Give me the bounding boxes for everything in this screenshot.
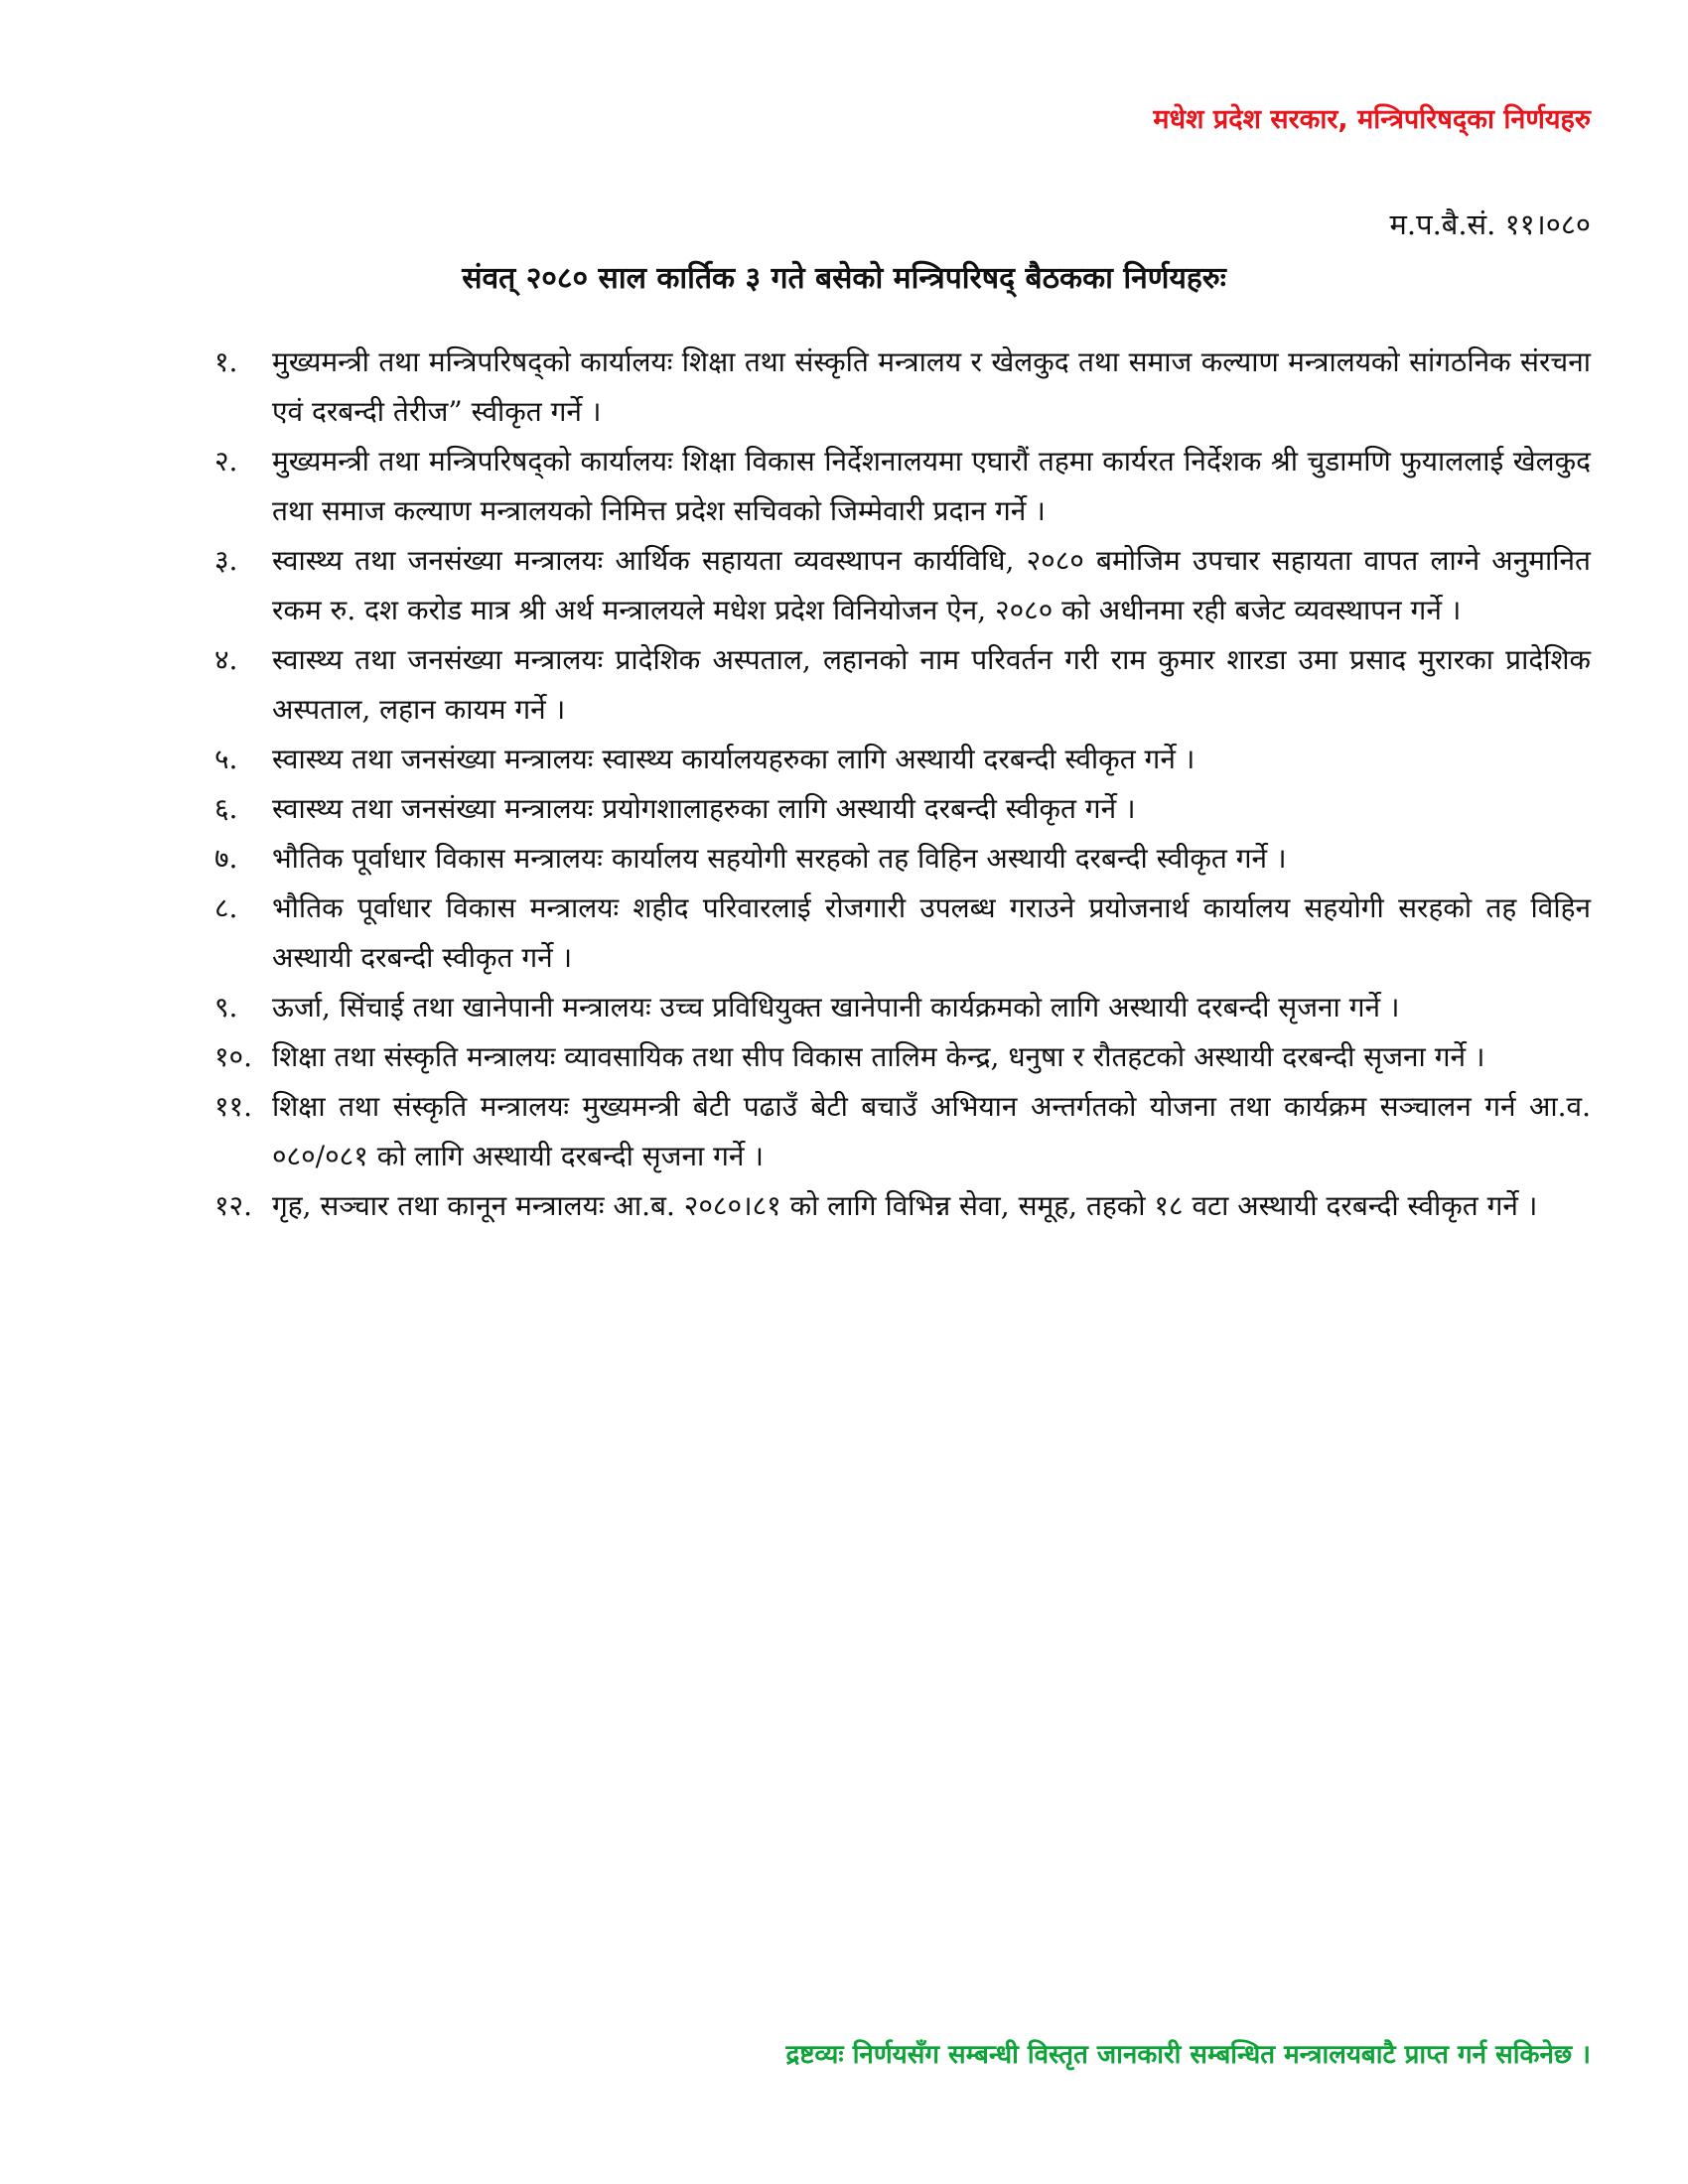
decision-list — [214, 338, 1591, 1231]
decision-text: स्वास्थ्य तथा जनसंख्या मन्त्रालयः प्रयोगशालाहरुका लागि अस्थायी दरबन्दी स्वीकृत गर्ने । — [272, 792, 1136, 825]
decision-item-12 — [214, 1181, 1591, 1231]
decision-number: ८. — [214, 891, 238, 924]
decision-number: ९. — [214, 991, 238, 1024]
decision-number: ३. — [214, 544, 238, 577]
decision-item-11 — [214, 1082, 1591, 1181]
decision-text: मुख्यमन्त्री तथा मन्त्रिपरिषद्को कार्यालयः शिक्षा तथा संस्कृति मन्त्रालय र खेलकुद तथा समाज कल्याण मन्त्रालयको सांगठनिक संरचना एवं दरबन्दी तेरीज” स्वीकृत गर्ने । — [272, 345, 1591, 428]
decision-number: ४. — [214, 643, 238, 676]
decision-text: शिक्षा तथा संस्कृति मन्त्रालयः व्यावसायिक तथा सीप विकास तालिम केन्द्र, धनुषा र रौतहटको अस्थायी दरबन्दी सृजना गर्ने । — [272, 1040, 1485, 1073]
decision-text: स्वास्थ्य तथा जनसंख्या मन्त्रालयः आर्थिक सहायता व्यवस्थापन कार्यविधि, २०८० बमोजिम उपचार सहायता वापत लाग्ने अनुमानित रकम रु. दश करोड मात्र श्री अर्थ मन्त्रालयले मधेश प्रदेश विनियोजन ऐन, २०८० को अधीनमा रही बजेट व्यवस्थापन गर्ने । — [272, 544, 1591, 626]
decision-text: शिक्षा तथा संस्कृति मन्त्रालयः मुख्यमन्त्री बेटी पढाउँ बेटी बचाउँ अभियान अन्तर्गतको योजना तथा कार्यक्रम सञ्चालन गर्न आ.व. ०८०/०८१ को लागि अस्थायी दरबन्दी सृजना गर्ने । — [272, 1090, 1591, 1172]
decision-number: ५. — [214, 743, 238, 775]
meeting-reference-number: म.प.बै.सं. ११।०८० — [1389, 207, 1591, 241]
decision-number: २. — [214, 445, 238, 478]
decision-item-3 — [214, 536, 1591, 635]
decision-text: ऊर्जा, सिंचाई तथा खानेपानी मन्त्रालयः उच्च प्रविधियुक्त खानेपानी कार्यक्रमको लागि अस्थायी दरबन्दी सृजना गर्ने । — [272, 991, 1400, 1024]
decision-item-8 — [214, 884, 1591, 983]
decision-item-9 — [214, 983, 1591, 1032]
organization-header: मधेश प्रदेश सरकार, मन्त्रिपरिषद्का निर्णयहरु — [1153, 104, 1591, 135]
decision-number: ११. — [214, 1090, 253, 1123]
decision-text: मुख्यमन्त्री तथा मन्त्रिपरिषद्को कार्यालयः शिक्षा विकास निर्देशनालयमा एघारौं तहमा कार्यरत निर्देशक श्री चुडामणि फुयाललाई खेलकुद तथा समाज कल्याण मन्त्रालयको निमित्त प्रदेश सचिवको जिम्मेवारी प्रदान गर्ने । — [272, 445, 1591, 527]
decision-text: स्वास्थ्य तथा जनसंख्या मन्त्रालयः स्वास्थ्य कार्यालयहरुका लागि अस्थायी दरबन्दी स्वीकृत गर्ने । — [272, 743, 1196, 775]
decision-number: १२. — [214, 1189, 253, 1222]
decision-text: गृह, सञ्चार तथा कानून मन्त्रालयः आ.ब. २०८०।८१ को लागि विभिन्न सेवा, समूह, तहको १८ वटा अस्थायी दरबन्दी स्वीकृत गर्ने । — [272, 1189, 1538, 1222]
decision-text: भौतिक पूर्वाधार विकास मन्त्रालयः शहीद परिवारलाई रोजगारी उपलब्ध गराउने प्रयोजनार्थ कार्यालय सहयोगी सरहको तह विहिन अस्थायी दरबन्दी स्वीकृत गर्ने । — [272, 891, 1591, 974]
decision-item-5 — [214, 735, 1591, 784]
decision-number: ७. — [214, 842, 238, 875]
decision-number: ६. — [214, 792, 238, 825]
decision-text: स्वास्थ्य तथा जनसंख्या मन्त्रालयः प्रादेशिक अस्पताल, लहानको नाम परिवर्तन गरी राम कुमार शारडा उमा प्रसाद मुरारका प्रादेशिक अस्पताल, लहान कायम गर्ने । — [272, 643, 1591, 726]
decision-number: १. — [214, 345, 238, 378]
decision-item-4 — [214, 635, 1591, 735]
document-title: संवत् २०८० साल कार्तिक ३ गते बसेको मन्त्रिपरिषद् बैठकका निर्णयहरुः — [462, 261, 1226, 296]
decision-item-2 — [214, 437, 1591, 536]
decision-number: १०. — [214, 1040, 253, 1073]
decision-item-1 — [214, 338, 1591, 437]
decision-item-7 — [214, 834, 1591, 884]
decision-text: भौतिक पूर्वाधार विकास मन्त्रालयः कार्यालय सहयोगी सरहको तह विहिन अस्थायी दरबन्दी स्वीकृत गर्ने । — [272, 842, 1287, 875]
decision-item-10 — [214, 1032, 1591, 1082]
decision-item-6 — [214, 784, 1591, 834]
footer-note: द्रष्टव्यः निर्णयसँग सम्बन्धी विस्तृत जानकारी सम्बन्धित मन्त्रालयबाटै प्राप्त गर्न सकिनेछ । — [785, 2040, 1591, 2070]
